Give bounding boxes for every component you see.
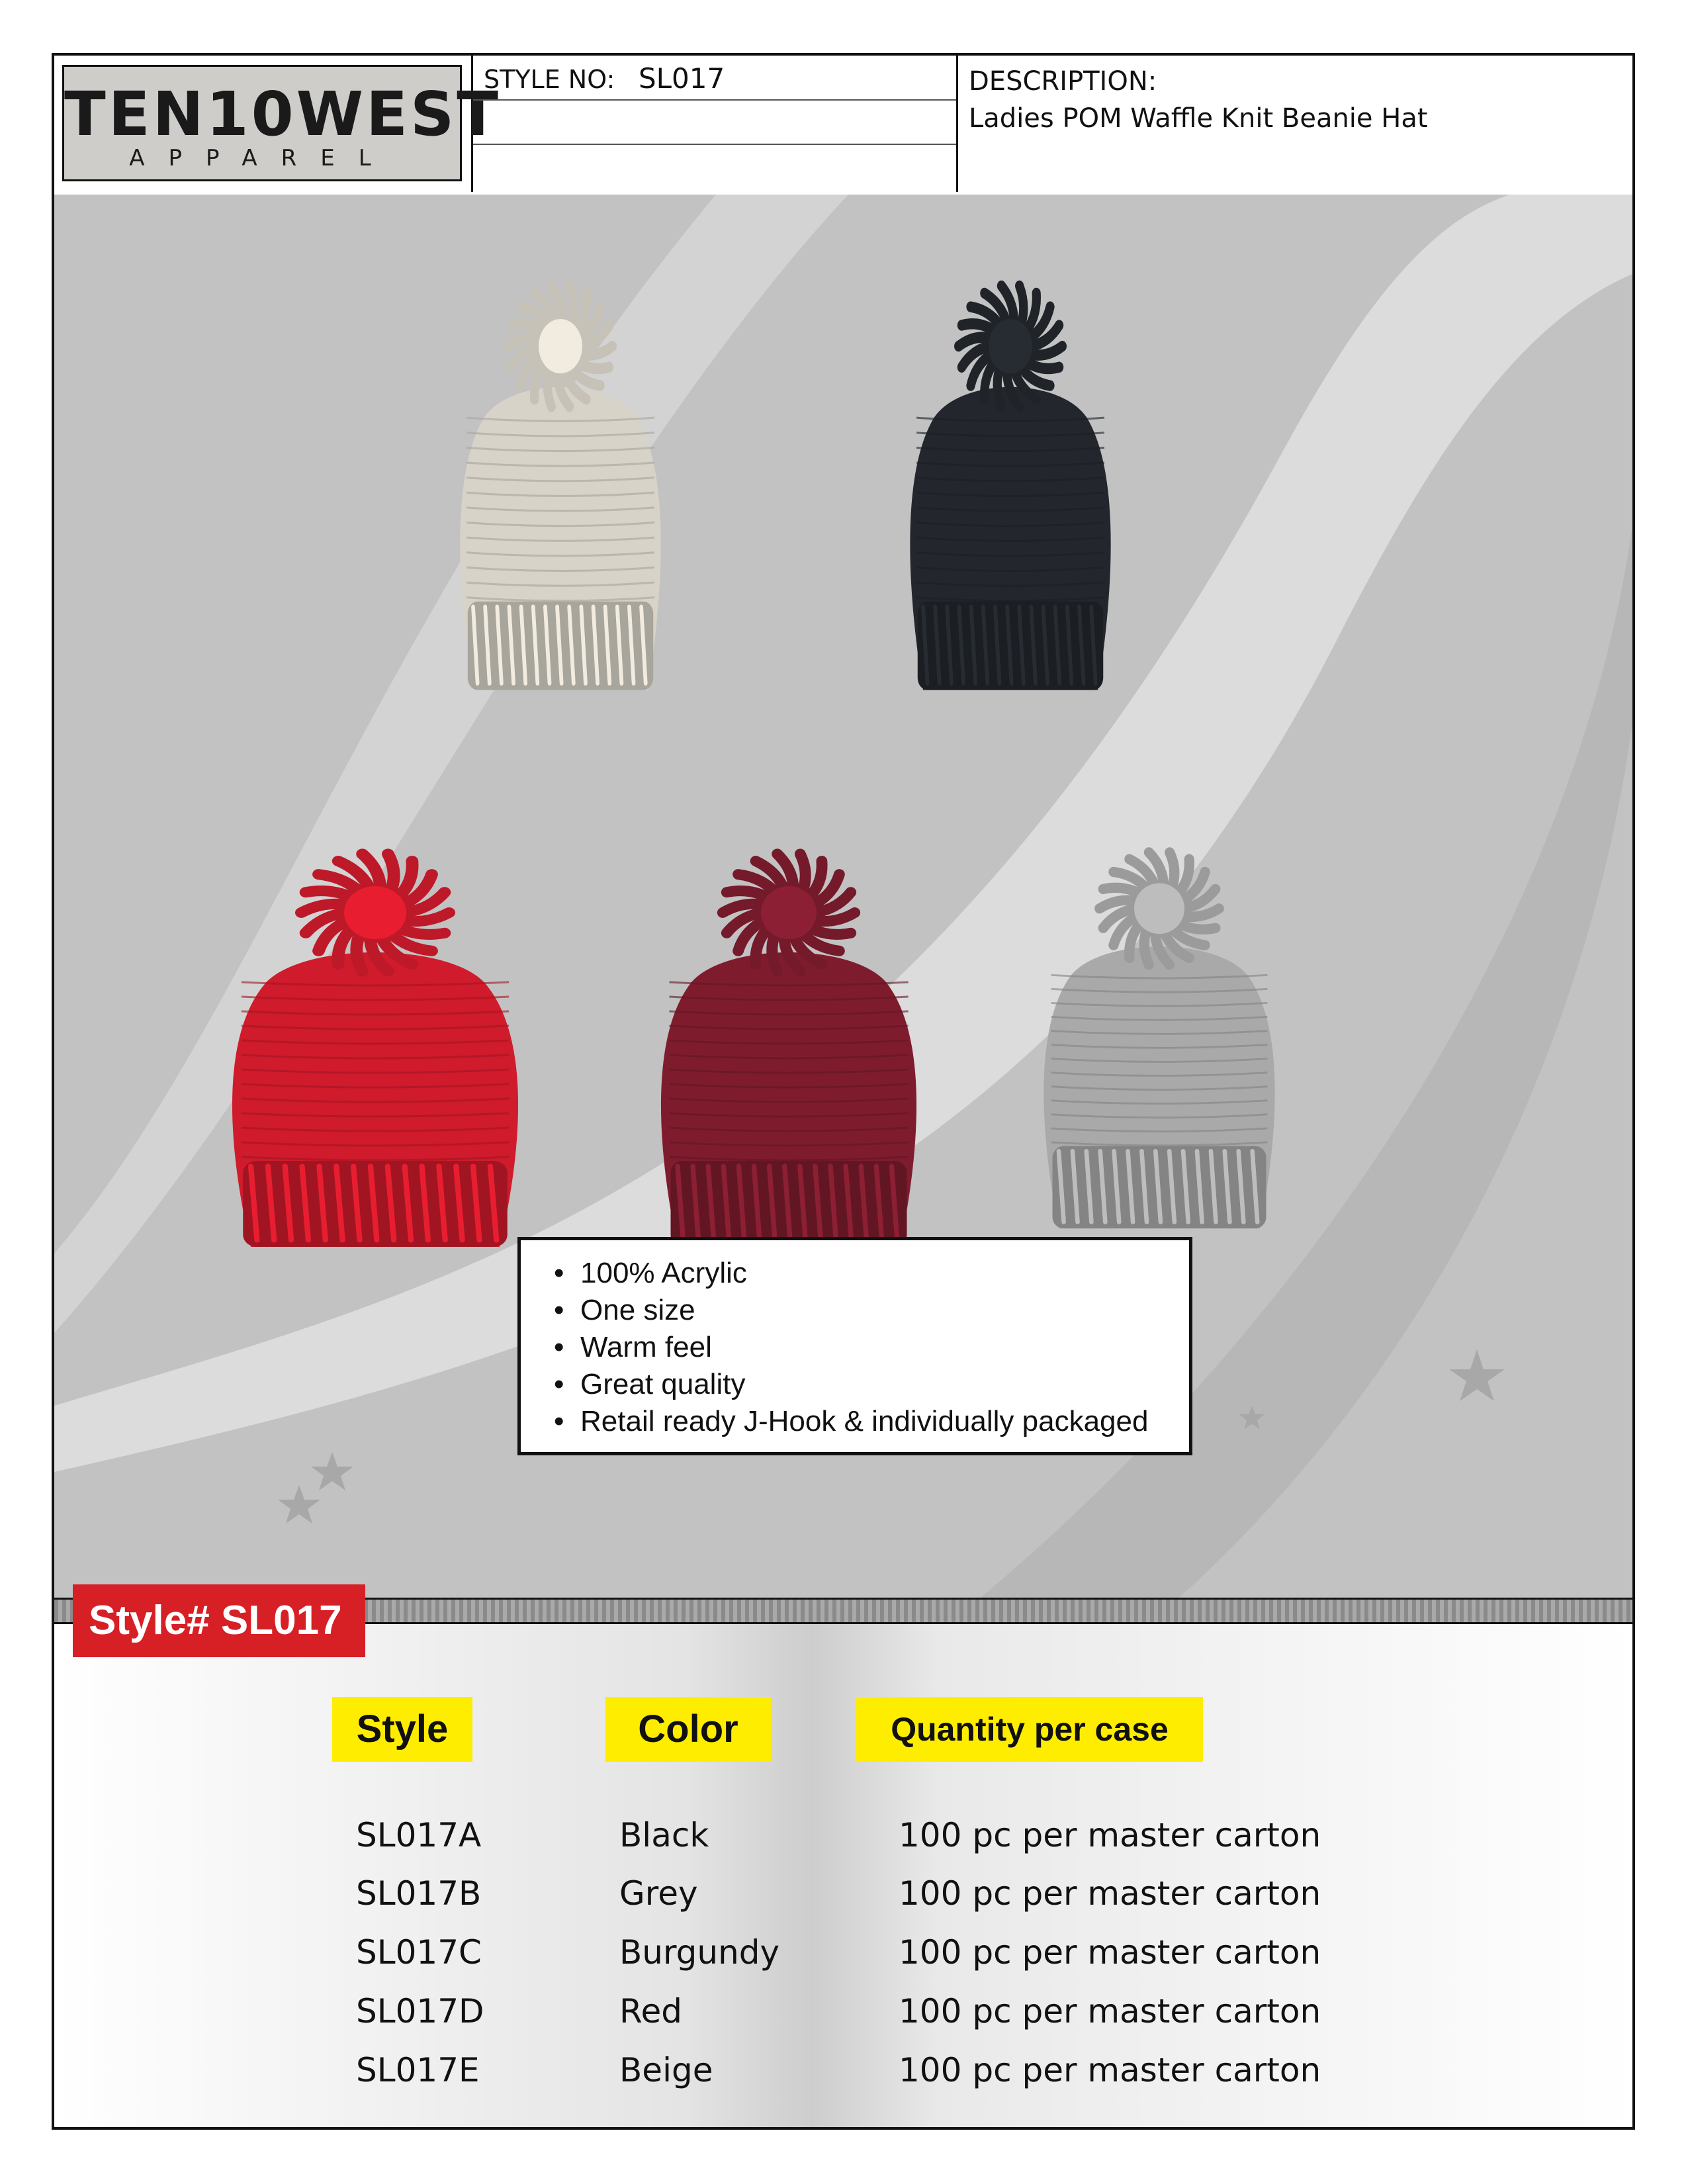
column-header-quantity: Quantity per case <box>856 1697 1203 1762</box>
cell-color: Burgundy <box>619 1933 780 1972</box>
cell-style: SL017D <box>356 1992 484 2030</box>
divider <box>473 99 956 101</box>
feature-item: • Retail ready J-Hook & individually packaged <box>554 1403 1189 1440</box>
divider <box>473 144 956 145</box>
features-box <box>517 1237 1192 1455</box>
brand-logo <box>62 65 501 181</box>
description-label: DESCRIPTION: <box>969 66 1157 97</box>
feature-item: • Warm feel <box>554 1329 1189 1366</box>
beanie-image-black <box>901 248 1120 724</box>
header <box>54 56 1632 197</box>
cell-quantity: 100 pc per master carton <box>899 1933 1321 1972</box>
cell-style: SL017E <box>356 2051 480 2089</box>
cell-quantity: 100 pc per master carton <box>899 1874 1321 1913</box>
cell-style: SL017B <box>356 1874 482 1913</box>
column-header-style: Style <box>332 1697 472 1762</box>
beanie-image-burgundy <box>650 817 928 1280</box>
style-no-value: SL017 <box>639 62 725 95</box>
style-tag: Style# SL017 <box>73 1584 365 1657</box>
feature-item: • 100% Acrylic <box>554 1255 1189 1292</box>
beanie-image-beige <box>451 248 670 724</box>
logo-cell <box>54 56 501 192</box>
cell-color: Grey <box>619 1874 698 1913</box>
cell-style: SL017A <box>356 1816 482 1854</box>
logo-wordmark: TEN10WEST <box>64 79 501 150</box>
beanie-image-red <box>220 817 531 1280</box>
table-row <box>54 1816 1632 1869</box>
table-row <box>54 2051 1632 2104</box>
cell-color: Beige <box>619 2051 713 2089</box>
beanie-image-grey <box>1034 817 1285 1260</box>
style-number-cell <box>473 56 958 192</box>
cell-style: SL017C <box>356 1933 482 1972</box>
table-row <box>54 1992 1632 2045</box>
spec-sheet <box>52 53 1635 2130</box>
feature-item: • Great quality <box>554 1366 1189 1403</box>
logo-subtitle: APPAREL <box>129 145 395 171</box>
style-no-label: STYLE NO: <box>484 65 615 94</box>
table-row <box>54 1874 1632 1927</box>
column-header-color: Color <box>605 1697 771 1762</box>
table-row <box>54 1933 1632 1986</box>
cell-quantity: 100 pc per master carton <box>899 1816 1321 1854</box>
cell-quantity: 100 pc per master carton <box>899 2051 1321 2089</box>
description-value: Ladies POM Waffle Knit Beanie Hat <box>969 103 1428 134</box>
feature-list <box>554 1255 1189 1440</box>
cell-quantity: 100 pc per master carton <box>899 1992 1321 2030</box>
cell-color: Red <box>619 1992 682 2030</box>
cell-color: Black <box>619 1816 709 1854</box>
feature-item: • One size <box>554 1292 1189 1329</box>
